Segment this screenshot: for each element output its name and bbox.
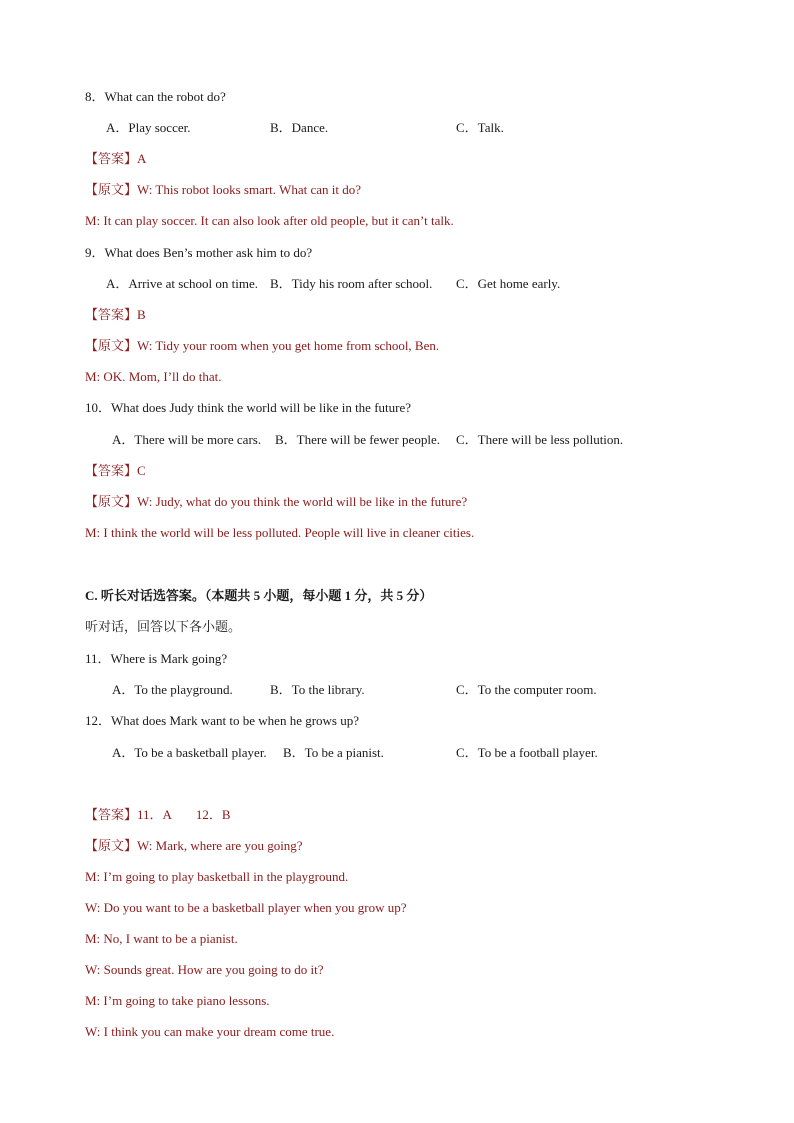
source-label: 【原文】	[85, 182, 138, 197]
source-text: W: Mark, where are you going?	[137, 838, 303, 853]
question-12: 12．What does Mark want to be when he grows up?	[85, 713, 360, 728]
section-c-instruction: 听对话，回答以下各小题。	[85, 619, 242, 634]
dialogue-line-4: M: No, I want to be a pianist.	[85, 931, 238, 946]
question-8: 8．What can the robot do?	[85, 89, 226, 104]
q10-option-b: B．There will be fewer people.	[275, 432, 440, 447]
q8-option-a: A．Play soccer.	[106, 120, 191, 135]
q9-source-line-1	[85, 337, 439, 355]
source-label: 【原文】	[85, 494, 138, 509]
q11-option-a: A．To the playground.	[112, 682, 233, 697]
answer-label: 【答案】	[85, 307, 138, 322]
answer-12: 12．B	[195, 807, 231, 822]
question-10: 10．What does Judy think the world will be like in the future?	[85, 400, 412, 415]
source-label: 【原文】	[85, 338, 138, 353]
source-label: 【原文】	[85, 838, 138, 853]
dialogue-line-1	[85, 837, 303, 855]
q8-source-line-2: M: It can play soccer. It can also look after old people, but it can’t talk.	[85, 213, 454, 228]
q8-answer	[85, 150, 146, 168]
question-11: 11．Where is Mark going?	[85, 651, 228, 666]
dialogue-line-3: W: Do you want to be a basketball player when you grow up?	[85, 900, 407, 915]
q9-option-b: B．Tidy his room after school.	[270, 276, 433, 291]
answer-value: B	[137, 307, 146, 322]
q12-option-b: B．To be a pianist.	[283, 745, 384, 760]
section-c-heading: C. 听长对话选答案。（本题共 5 小题，每小题 1 分，共 5 分）	[85, 588, 433, 603]
q10-source-line-1	[85, 493, 467, 511]
q9-source-line-2: M: OK. Mom, I’ll do that.	[85, 369, 222, 384]
q10-source-line-2: M: I think the world will be less polluted. People will live in cleaner cities.	[85, 525, 475, 540]
q8-option-b: B．Dance.	[270, 120, 329, 135]
q8-source-line-1	[85, 181, 361, 199]
q10-option-c: C．There will be less pollution.	[456, 432, 624, 447]
question-9: 9．What does Ben’s mother ask him to do?	[85, 245, 313, 260]
q12-option-c: C．To be a football player.	[456, 745, 598, 760]
q11-option-c: C．To the computer room.	[456, 682, 597, 697]
q11-option-b: B．To the library.	[270, 682, 365, 697]
answer-label: 【答案】	[85, 807, 138, 822]
answer-label: 【答案】	[85, 463, 138, 478]
q9-option-c: C．Get home early.	[456, 276, 561, 291]
q12-option-a: A．To be a basketball player.	[112, 745, 267, 760]
source-text: W: This robot looks smart. What can it do?	[137, 182, 361, 197]
dialogue-line-5: W: Sounds great. How are you going to do it?	[85, 962, 324, 977]
dialogue-line-7: W: I think you can make your dream come true.	[85, 1024, 335, 1039]
dialogue-line-2: M: I’m going to play basketball in the playground.	[85, 869, 349, 884]
q8-option-c: C．Talk.	[456, 120, 504, 135]
source-text: W: Tidy your room when you get home from school, Ben.	[137, 338, 440, 353]
dialogue-line-6: M: I’m going to take piano lessons.	[85, 993, 270, 1008]
q9-option-a: A．Arrive at school on time.	[106, 276, 258, 291]
q9-answer	[85, 306, 146, 324]
answer-11: 11．A	[137, 807, 172, 822]
answer-value: A	[137, 151, 147, 166]
q10-answer	[85, 462, 146, 480]
answer-label: 【答案】	[85, 151, 138, 166]
q10-option-a: A．There will be more cars.	[112, 432, 262, 447]
answer-value: C	[137, 463, 146, 478]
source-text: W: Judy, what do you think the world will be like in the future?	[137, 494, 468, 509]
answers-11-12	[85, 806, 231, 824]
